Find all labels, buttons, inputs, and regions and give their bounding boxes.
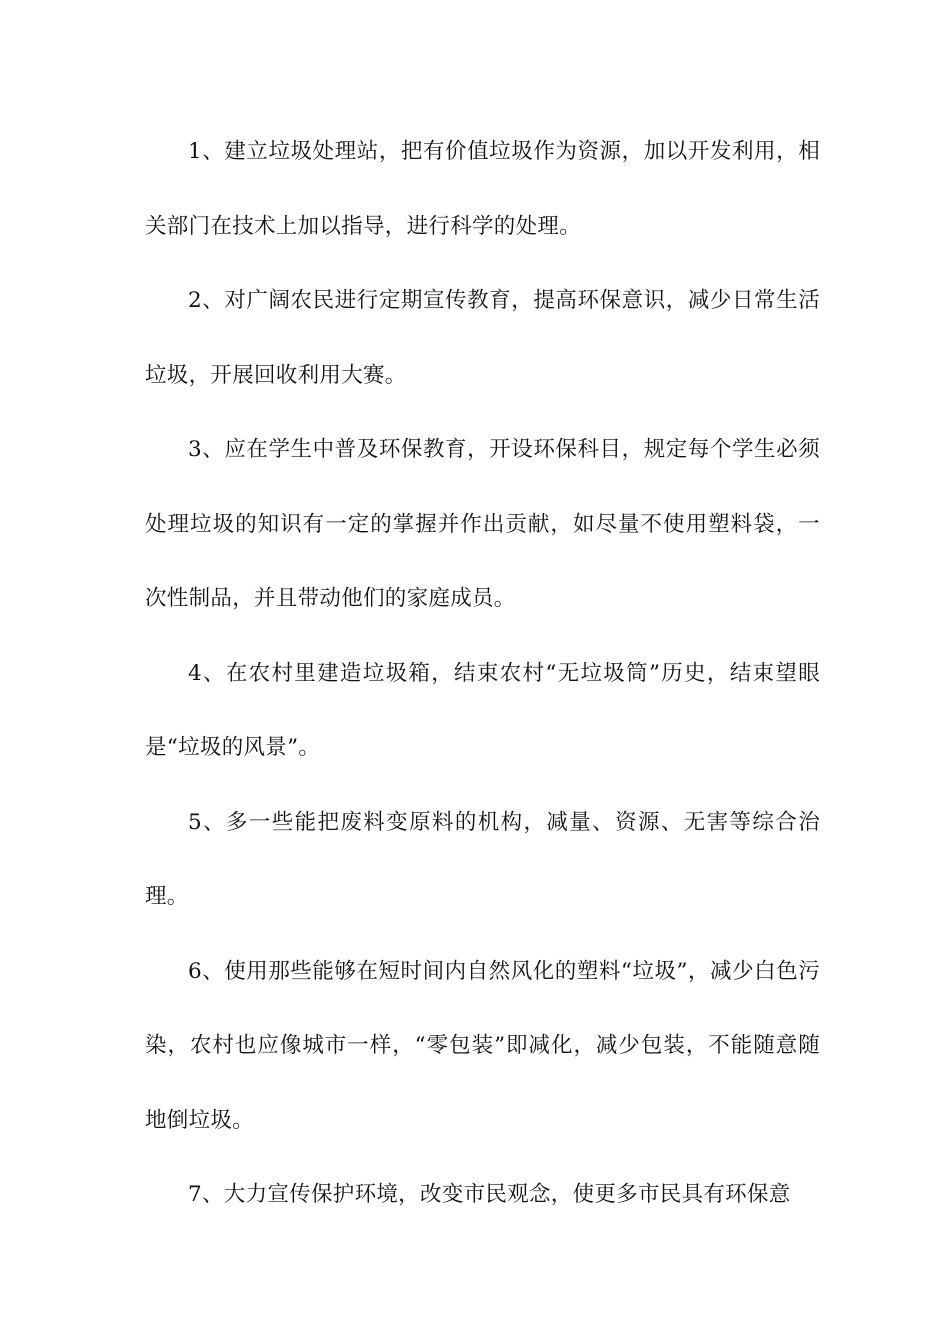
paragraph-7: 7、大力宣传保护环境，改变市民观念，使更多市民具有环保意 [188,1182,791,1207]
paragraph-3: 3、应在学生中普及环保教育，开设环保科目，规定每个学生必须处理垃圾的知识有一定的掌握并作出贡献，如尽量不使用塑料袋，一次性制品，并且带动他们的家庭成员。 [145,437,820,611]
paragraph-6: 6、使用那些能够在短时间内自然风化的塑料“垃圾”，减少白色污染，农村也应像城市一样，“零包装”即减化，减少包装，不能随意随地倒垃圾。 [145,958,820,1133]
paragraph-1: 1、建立垃圾处理站，把有价值垃圾作为资源，加以开发利用，相关部门在技术上加以指导，进行科学的处理。 [145,139,820,239]
document-body [145,115,820,1233]
paragraph-2: 2、对广阔农民进行定期宣传教育，提高环保意识，减少日常生活垃圾，开展回收利用大赛。 [145,288,820,388]
paragraph-5: 5、多一些能把废料变原料的机构，减量、资源、无害等综合治理。 [145,809,820,909]
paragraph-4: 4、在农村里建造垃圾箱，结束农村“无垃圾筒”历史，结束望眼是“垃圾的风景”。 [145,660,820,760]
